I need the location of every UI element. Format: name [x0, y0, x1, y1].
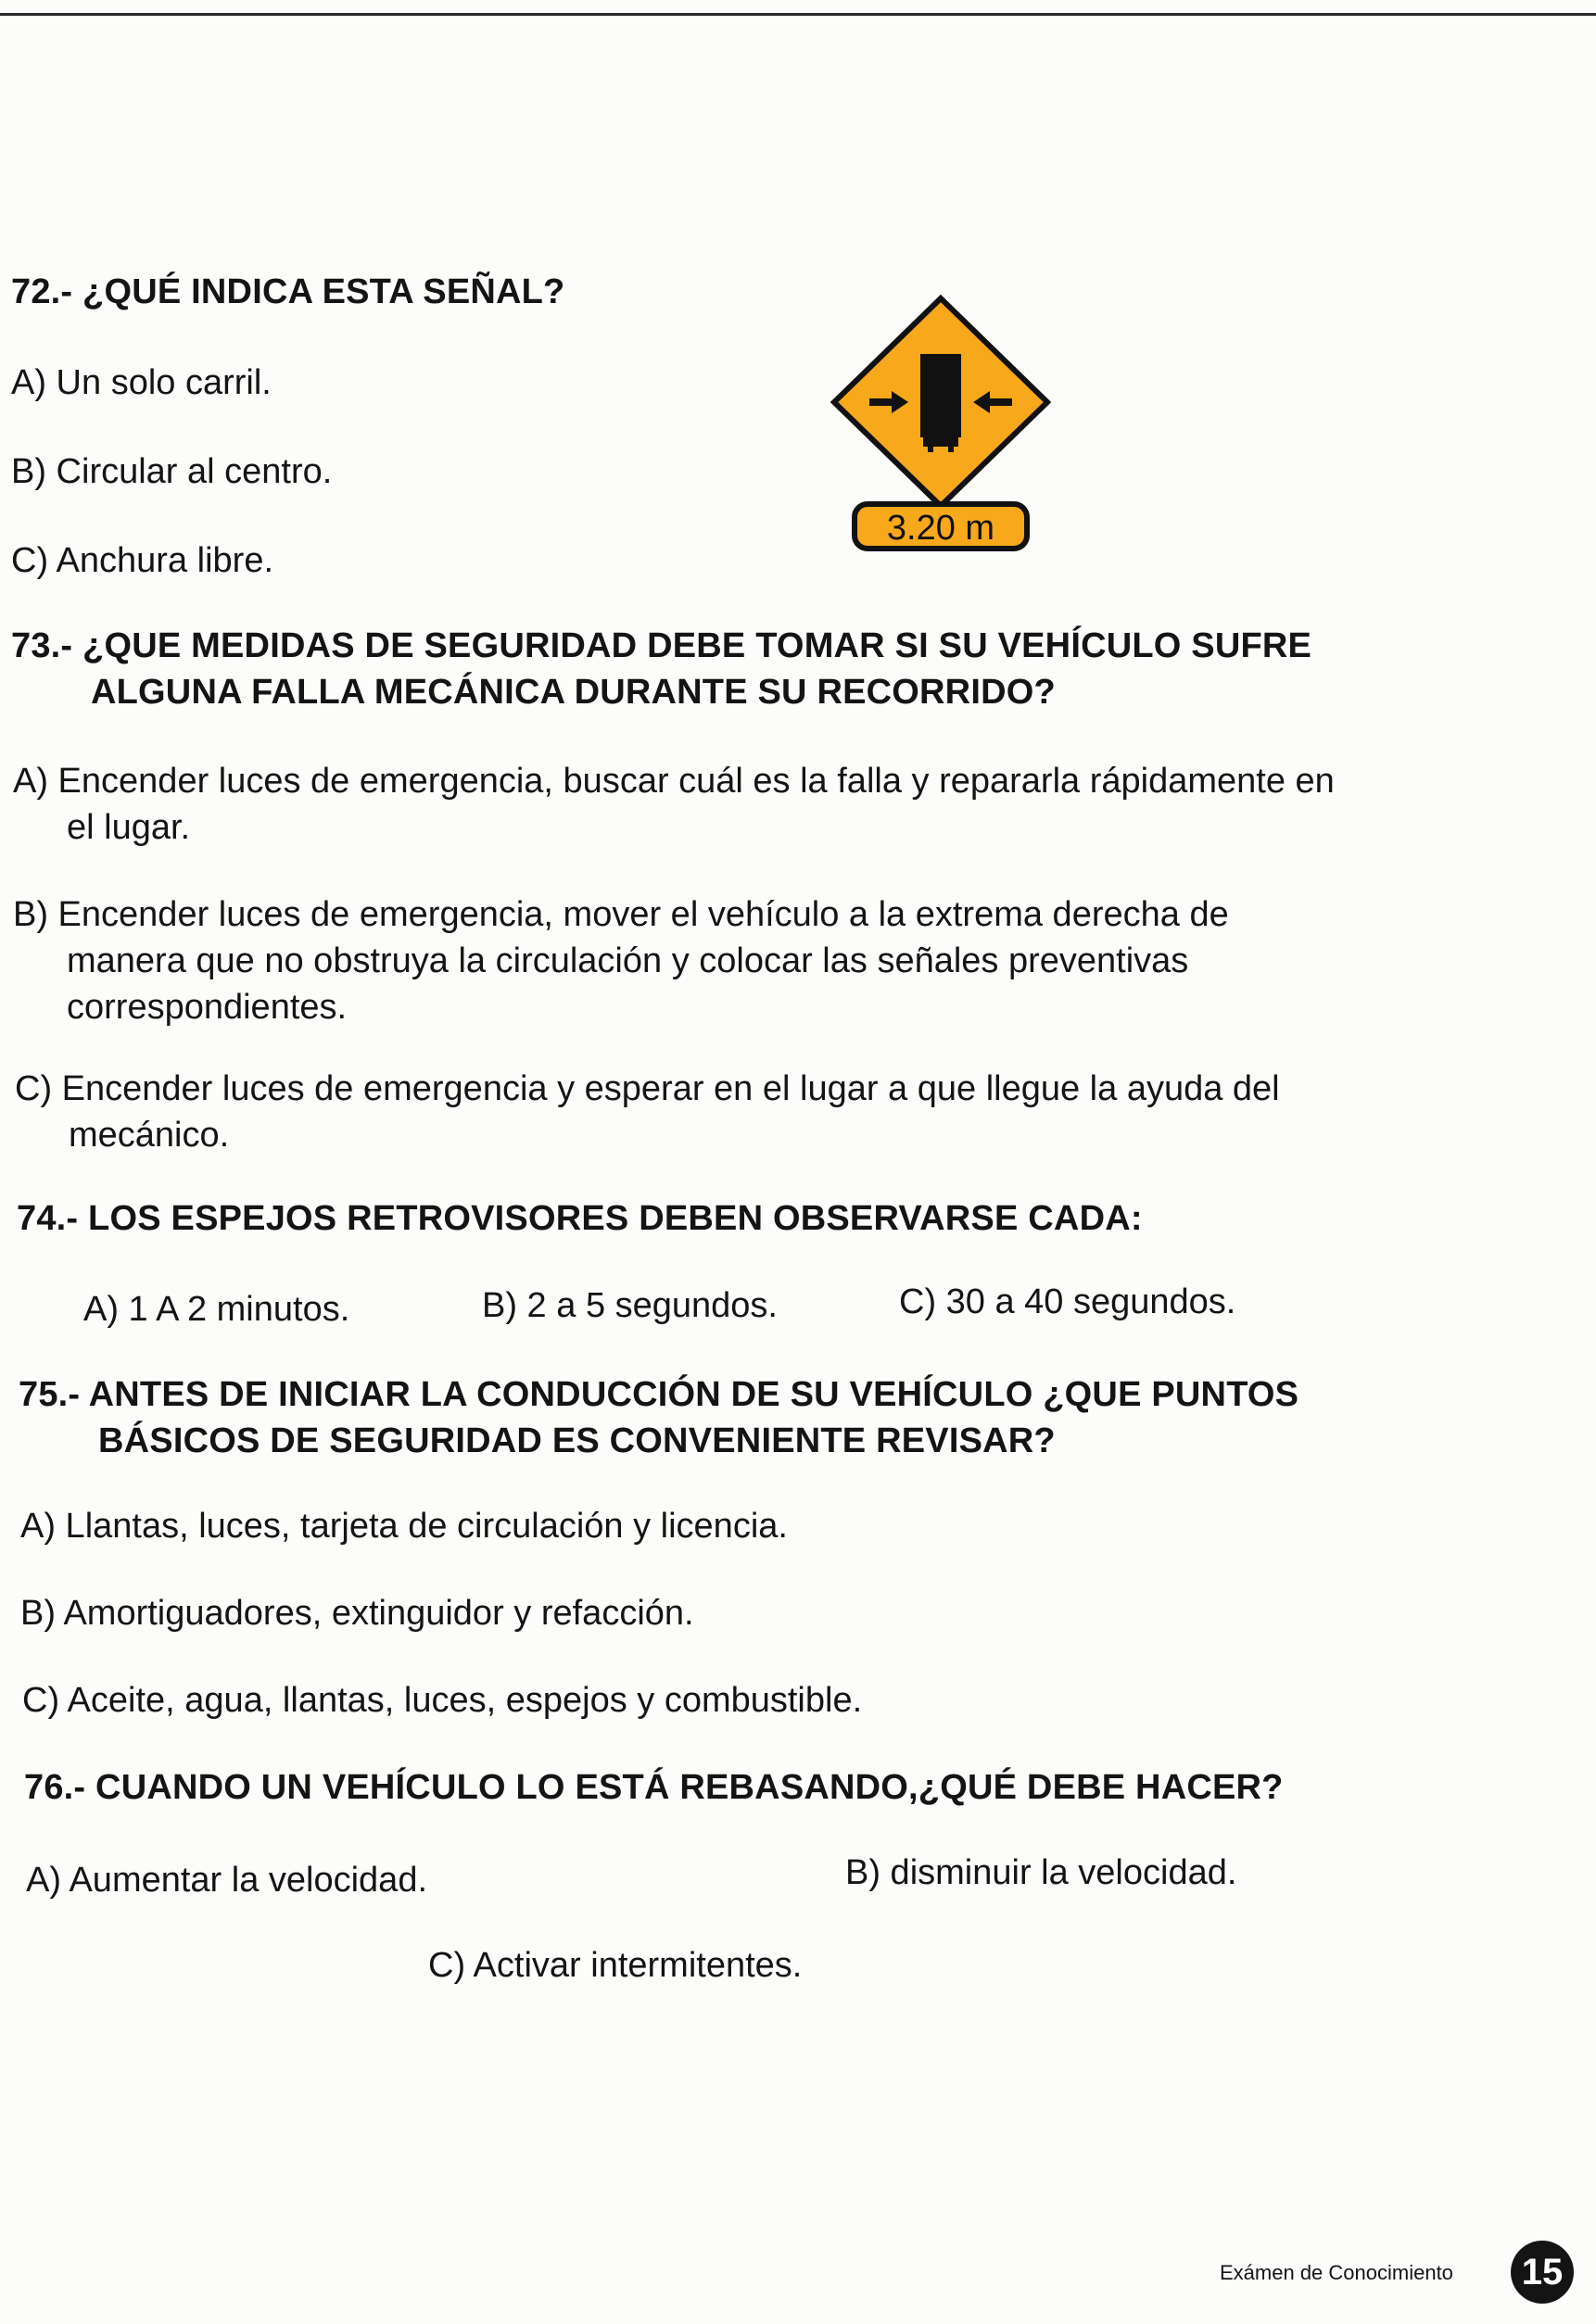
question-number: 76.- [24, 1768, 86, 1807]
q73-option-b [13, 891, 1229, 1030]
sign-label: 3.20 m [886, 509, 995, 548]
question-text-line-2: BÁSICOS DE SEGURIDAD ES CONVENIENTE REVISAR? [98, 1421, 1056, 1460]
option-line-1: A) Encender luces de emergencia, buscar cuál es la falla y repararla rápidamente en [13, 762, 1335, 801]
q72-option-b: B) Circular al centro. [11, 452, 333, 491]
option-line-2: mecánico. [69, 1116, 230, 1155]
q75-option-a: A) Llantas, luces, tarjeta de circulación y licencia. [20, 1507, 788, 1546]
question-number: 72.- [11, 272, 73, 311]
question-text-line-1: ¿QUE MEDIDAS DE SEGURIDAD DEBE TOMAR SI SU VEHÍCULO SUFRE [82, 626, 1312, 665]
footer-title: Exámen de Conocimiento [1220, 2261, 1453, 2284]
q73-option-c [15, 1066, 1280, 1158]
q75-option-c: C) Aceite, agua, llantas, luces, espejos y combustible. [22, 1681, 863, 1720]
free-width-road-sign [825, 293, 1057, 562]
question-76-title [24, 1764, 1284, 1811]
truck-icon [920, 354, 961, 437]
q74-option-a: A) 1 A 2 minutos. [83, 1290, 350, 1329]
question-75-title [19, 1371, 1298, 1464]
question-73-title [11, 623, 1311, 715]
page-number: 15 [1511, 2241, 1574, 2304]
question-number: 74.- [17, 1199, 79, 1238]
q73-option-a [13, 758, 1335, 851]
question-number: 75.- [19, 1375, 81, 1414]
question-number: 73.- [11, 626, 73, 665]
q76-option-a: A) Aumentar la velocidad. [26, 1861, 428, 1900]
q74-option-c: C) 30 a 40 segundos. [899, 1282, 1236, 1321]
option-line-2: el lugar. [67, 808, 191, 847]
q76-option-c: C) Activar intermitentes. [428, 1946, 803, 1985]
q72-option-a: A) Un solo carril. [11, 363, 272, 402]
option-line-1: B) Encender luces de emergencia, mover el vehículo a la extrema derecha de [13, 895, 1229, 934]
q76-option-b: B) disminuir la velocidad. [845, 1853, 1237, 1892]
question-74-title [17, 1195, 1143, 1242]
q74-option-b: B) 2 a 5 segundos. [482, 1286, 778, 1325]
question-text: ¿QUÉ INDICA ESTA SEÑAL? [82, 272, 565, 311]
option-line-1: C) Encender luces de emergencia y esperar en el lugar a que llegue la ayuda del [15, 1069, 1280, 1108]
question-text-line-1: ANTES DE INICIAR LA CONDUCCIÓN DE SU VEHÍCULO ¿QUE PUNTOS [88, 1375, 1299, 1414]
question-text: CUANDO UN VEHÍCULO LO ESTÁ REBASANDO,¿QUÉ DEBE HACER? [95, 1768, 1284, 1807]
option-line-3: correspondientes. [67, 988, 348, 1027]
question-text: LOS ESPEJOS RETROVISORES DEBEN OBSERVARSE CADA: [88, 1199, 1143, 1238]
question-72-title [11, 269, 564, 315]
question-text-line-2: ALGUNA FALLA MECÁNICA DURANTE SU RECORRIDO? [91, 673, 1056, 712]
q72-option-c: C) Anchura libre. [11, 541, 274, 580]
q75-option-b: B) Amortiguadores, extinguidor y refacción. [20, 1594, 694, 1633]
option-line-2: manera que no obstruya la circulación y colocar las señales preventivas [67, 941, 1189, 980]
